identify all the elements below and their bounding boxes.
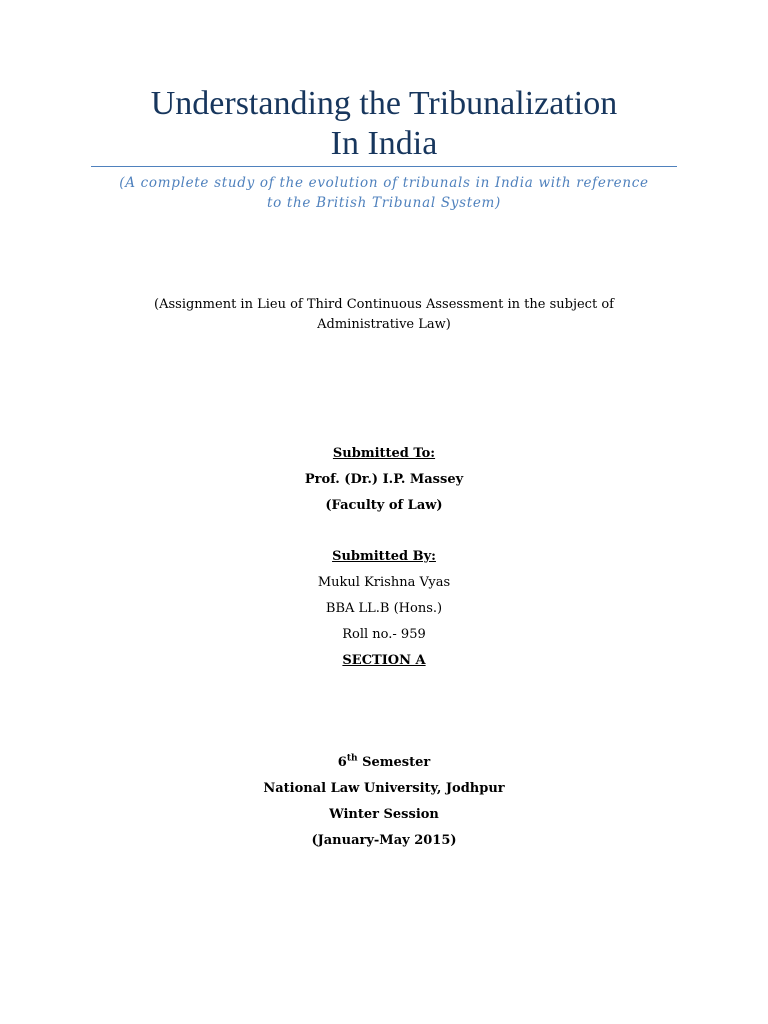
subtitle-line-1: (A complete study of the evolution of tribunals in India with reference [119,175,649,191]
semester-line [84,753,684,773]
submitted-to-name: Prof. (Dr.) I.P. Massey [304,472,464,487]
assignment-line-2: Administrative Law) [317,317,451,332]
submitted-to-block [84,444,684,516]
document-subtitle [84,173,684,213]
submitted-by-section: SECTION A [342,653,426,668]
submitted-by-program: BBA LL.B (Hons.) [325,601,443,616]
submitted-by-heading: Submitted By: [332,549,436,564]
subtitle-line-2: to the British Tribunal System) [266,195,502,211]
title-line-2: In India [330,125,438,162]
semester-word: Semester [357,755,431,770]
title-divider [91,166,677,167]
assignment-note [84,295,684,335]
semester-number: 6 [337,755,347,770]
footer-block [84,753,684,851]
session-name: Winter Session [329,807,439,822]
semester-suffix: th [346,753,358,764]
submitted-to-heading: Submitted To: [332,446,436,461]
session-period: (January-May 2015) [311,833,457,848]
submitted-by-roll: Roll no.- 959 [342,627,426,642]
title-line-1: Understanding the Tribunalization [150,85,618,122]
submitted-by-name: Mukul Krishna Vyas [317,575,451,590]
submitted-by-block [84,547,684,671]
document-title [84,84,684,164]
university-name: National Law University, Jodhpur [263,781,505,796]
assignment-line-1: (Assignment in Lieu of Third Continuous Assessment in the subject of [154,297,614,312]
submitted-to-affiliation: (Faculty of Law) [325,498,443,513]
